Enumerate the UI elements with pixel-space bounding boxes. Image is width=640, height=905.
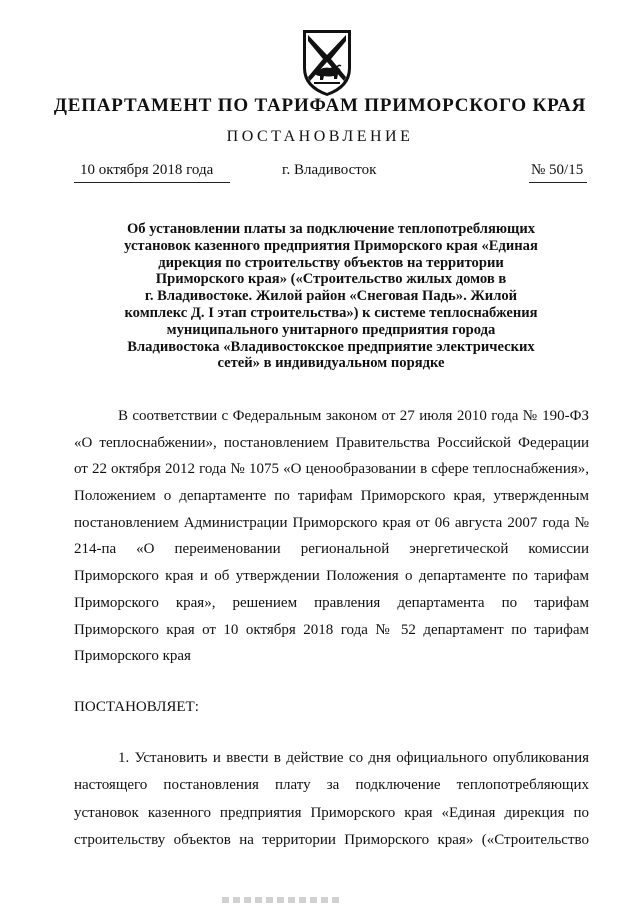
preamble-line: от 22 октября 2012 года № 1075 «О ценообразовании в сфере теплоснабжения», xyxy=(74,461,589,478)
page-cut-edge xyxy=(222,897,342,903)
preamble-paragraph xyxy=(74,403,589,670)
preamble-line: Положением о департаменте по тарифам Приморского края, утвержденным xyxy=(74,488,589,505)
date-underline xyxy=(74,182,230,183)
coat-of-arms-icon xyxy=(300,28,354,98)
preamble-line: Приморского края xyxy=(74,648,191,665)
department-title: ДЕПАРТАМЕНТ ПО ТАРИФАМ ПРИМОРСКОГО КРАЯ xyxy=(53,95,587,116)
preamble-line: В соответствии с Федеральным законом от 27 июля 2010 года № 190-ФЗ xyxy=(118,408,589,424)
preamble-line: Приморского края от 10 октября 2018 года № 52 департамент по тарифам xyxy=(74,621,589,638)
item-1-paragraph xyxy=(74,745,589,854)
subject-line: муниципального унитарного предприятия города xyxy=(166,321,496,338)
subject-line: Об установлении платы за подключение теплопотребляющих xyxy=(126,221,536,237)
document-number: № 50/15 xyxy=(531,162,584,178)
preamble-line: Приморского края и об утверждении Положения о департаменте по тарифам xyxy=(74,568,589,585)
item-line: строительству объектов на территории Приморского края» («Строительство xyxy=(74,831,589,848)
preamble-line: «О теплоснабжении», постановлением Правительства Российской Федерации xyxy=(74,434,589,451)
item-line: установок казенного предприятия Приморского края «Единая дирекция по xyxy=(74,804,589,821)
document-subject xyxy=(118,221,544,372)
subject-line: комплекс Д. I этап строительства») к системе теплоснабжения xyxy=(124,304,538,321)
subject-line: г. Владивостоке. Жилой район «Снеговая Падь». Жилой xyxy=(144,288,518,305)
preamble-line: 214-па «О переименовании региональной энергетической комиссии xyxy=(74,541,589,558)
subject-line: Приморского края» («Строительство жилых домов в xyxy=(155,271,507,288)
item-line: 1. Установить и ввести в действие со дня официального опубликования xyxy=(118,750,589,766)
subject-line: сетей» в индивидуальном порядке xyxy=(217,355,445,372)
document-type: ПОСТАНОВЛЕНИЕ xyxy=(226,128,414,145)
subject-line: Владивостока «Владивостокское предприятие электрических xyxy=(127,338,535,355)
preamble-line: постановлением Администрации Приморского края от 06 августа 2007 года № xyxy=(74,514,589,531)
resolves-heading xyxy=(74,694,589,721)
resolves-text: ПОСТАНОВЛЯЕТ: xyxy=(74,699,199,715)
item-line: настоящего постановления плату за подключение теплопотребляющих xyxy=(74,777,589,794)
preamble-line: Приморского края», решением правления департамента по тарифам xyxy=(74,594,589,611)
document-city: г. Владивосток xyxy=(282,162,377,178)
subject-line: установок казенного предприятия Приморского края «Единая xyxy=(124,237,538,254)
document-date: 10 октября 2018 года xyxy=(80,162,214,178)
number-underline xyxy=(529,182,587,183)
subject-line: дирекция по строительству объектов на территории xyxy=(158,254,504,271)
